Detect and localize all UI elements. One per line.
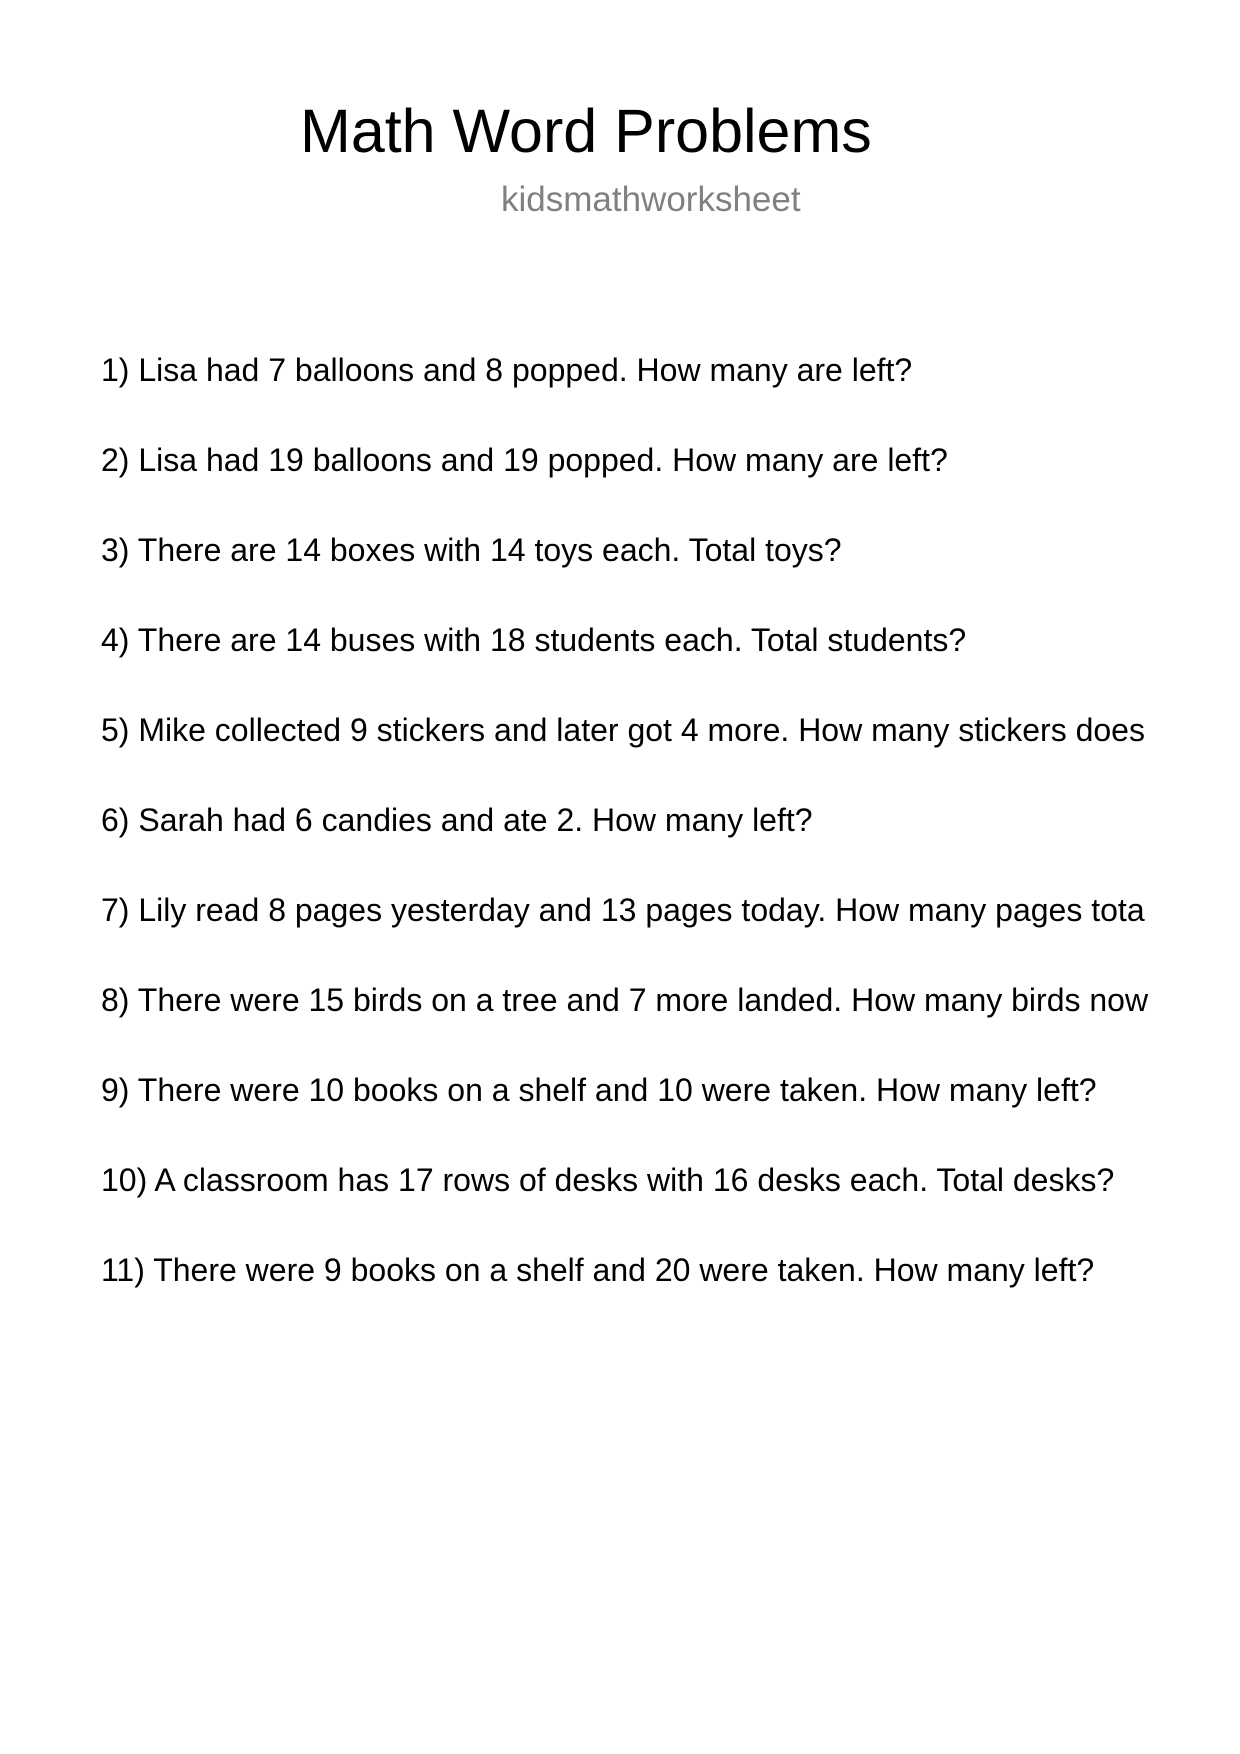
problem-5: 5) Mike collected 9 stickers and later got 4 more. How many stickers does: [101, 712, 1145, 748]
problem-3: 3) There are 14 boxes with 14 toys each. Total toys?: [101, 532, 842, 568]
problem-4: 4) There are 14 buses with 18 students each. Total students?: [101, 622, 967, 658]
problem-6: 6) Sarah had 6 candies and ate 2. How many left?: [101, 802, 813, 838]
problem-9: 9) There were 10 books on a shelf and 10 were taken. How many left?: [101, 1072, 1097, 1108]
problem-11: 11) There were 9 books on a shelf and 20 were taken. How many left?: [101, 1252, 1095, 1288]
problem-7: 7) Lily read 8 pages yesterday and 13 pages today. How many pages tota: [101, 892, 1145, 928]
problem-list: [101, 348, 1148, 1338]
problem-10: 10) A classroom has 17 rows of desks with 16 desks each. Total desks?: [101, 1162, 1115, 1198]
page-subtitle: kidsmathworksheet: [501, 180, 801, 219]
problem-8: 8) There were 15 birds on a tree and 7 more landed. How many birds now: [101, 982, 1149, 1018]
problem-2: 2) Lisa had 19 balloons and 19 popped. How many are left?: [101, 442, 948, 478]
problem-1: 1) Lisa had 7 balloons and 8 popped. How many are left?: [101, 352, 913, 388]
page-title: Math Word Problems: [300, 97, 872, 165]
